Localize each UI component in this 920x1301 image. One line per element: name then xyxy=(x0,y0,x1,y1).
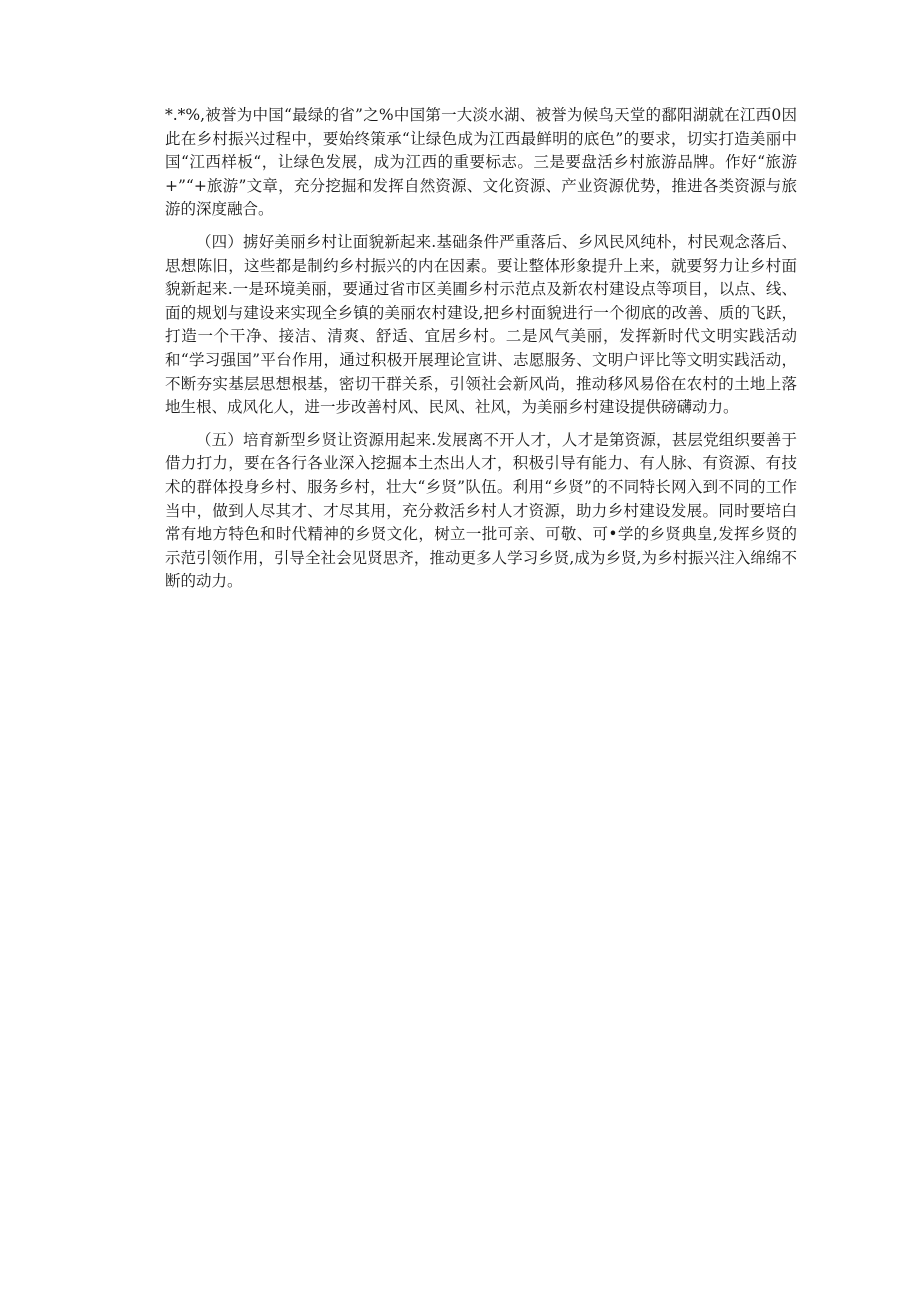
paragraph-continuation: *.*%,被誉为中国“最绿的省”之%中国第一大淡水湖、被誉为候鸟天堂的鄱阳湖就在江西0因此在乡村振兴过程中，要始终策承“让绿色成为江西最鲜明的底色”的要求，切实打造美丽中国“江西样板“，让绿色发展，成为江西的重要标志。三是要盘活乡村旅游品牌。作好“旅游+”“+旅游”文章，充分挖掘和发挥自然资源、文化资源、产业资源优势，推进各类资源与旅游的深度融合。 xyxy=(165,106,797,219)
paragraph-section-five: （五）培育新型乡贤让资源用起来.发展离不开人才，人才是第资源，甚层党组织要善于借力打力，要在各行各业深入挖掘本土杰出人才，积极引导有能力、有人脉、有资源、有技术的群体投身乡村、服务乡村，壮大“乡贤”队伍。利用“乡贤”的不同特长网入到不同的工作当中，做到人尽其才、才尽其用，充分救活乡村人才资源，助力乡村建设发展。同时要培白常有地方特色和时代精神的乡贤文化，树立一批可亲、可敬、可•学的乡贤典皇,发挥乡贤的示范引领作用，引导全社会见贤思齐，推动更多人学习乡贤,成为乡贤,为乡村振兴注入绵绵不断的动力。 xyxy=(165,430,797,591)
document-body xyxy=(165,104,797,603)
paragraph-section-four: （四）掳好美丽乡村让面貌新起来.基础条件严重落后、乡风民风纯朴，村民观念落后、思想陈旧，这些都是制约乡村振兴的内在因素。要让整体形象提升上来，就要努力让乡村面貌新起来.一是环境美丽，要通过省市区美圃乡村示范点及新农村建设点等项目，以点、线、面的规划与建设来实现全乡镇的美丽农村建设,把乡村面貌进行一个彻底的改善、质的飞跃，打造一个干净、接洁、清爽、舒适、宜居乡村。二是风气美丽，发挥新时代文明实践活动和“学习强国”平台作用，通过积极开展理论宣讲、志愿服务、文明户评比等文明实践活动，不断夯实基层思想根基，密切干群关系，引领社会新风尚，推动移风易俗在农村的土地上落地生根、成风化人，进一步改善村风、民风、社风，为美丽乡村建设提供磅礴动力。 xyxy=(165,232,797,417)
